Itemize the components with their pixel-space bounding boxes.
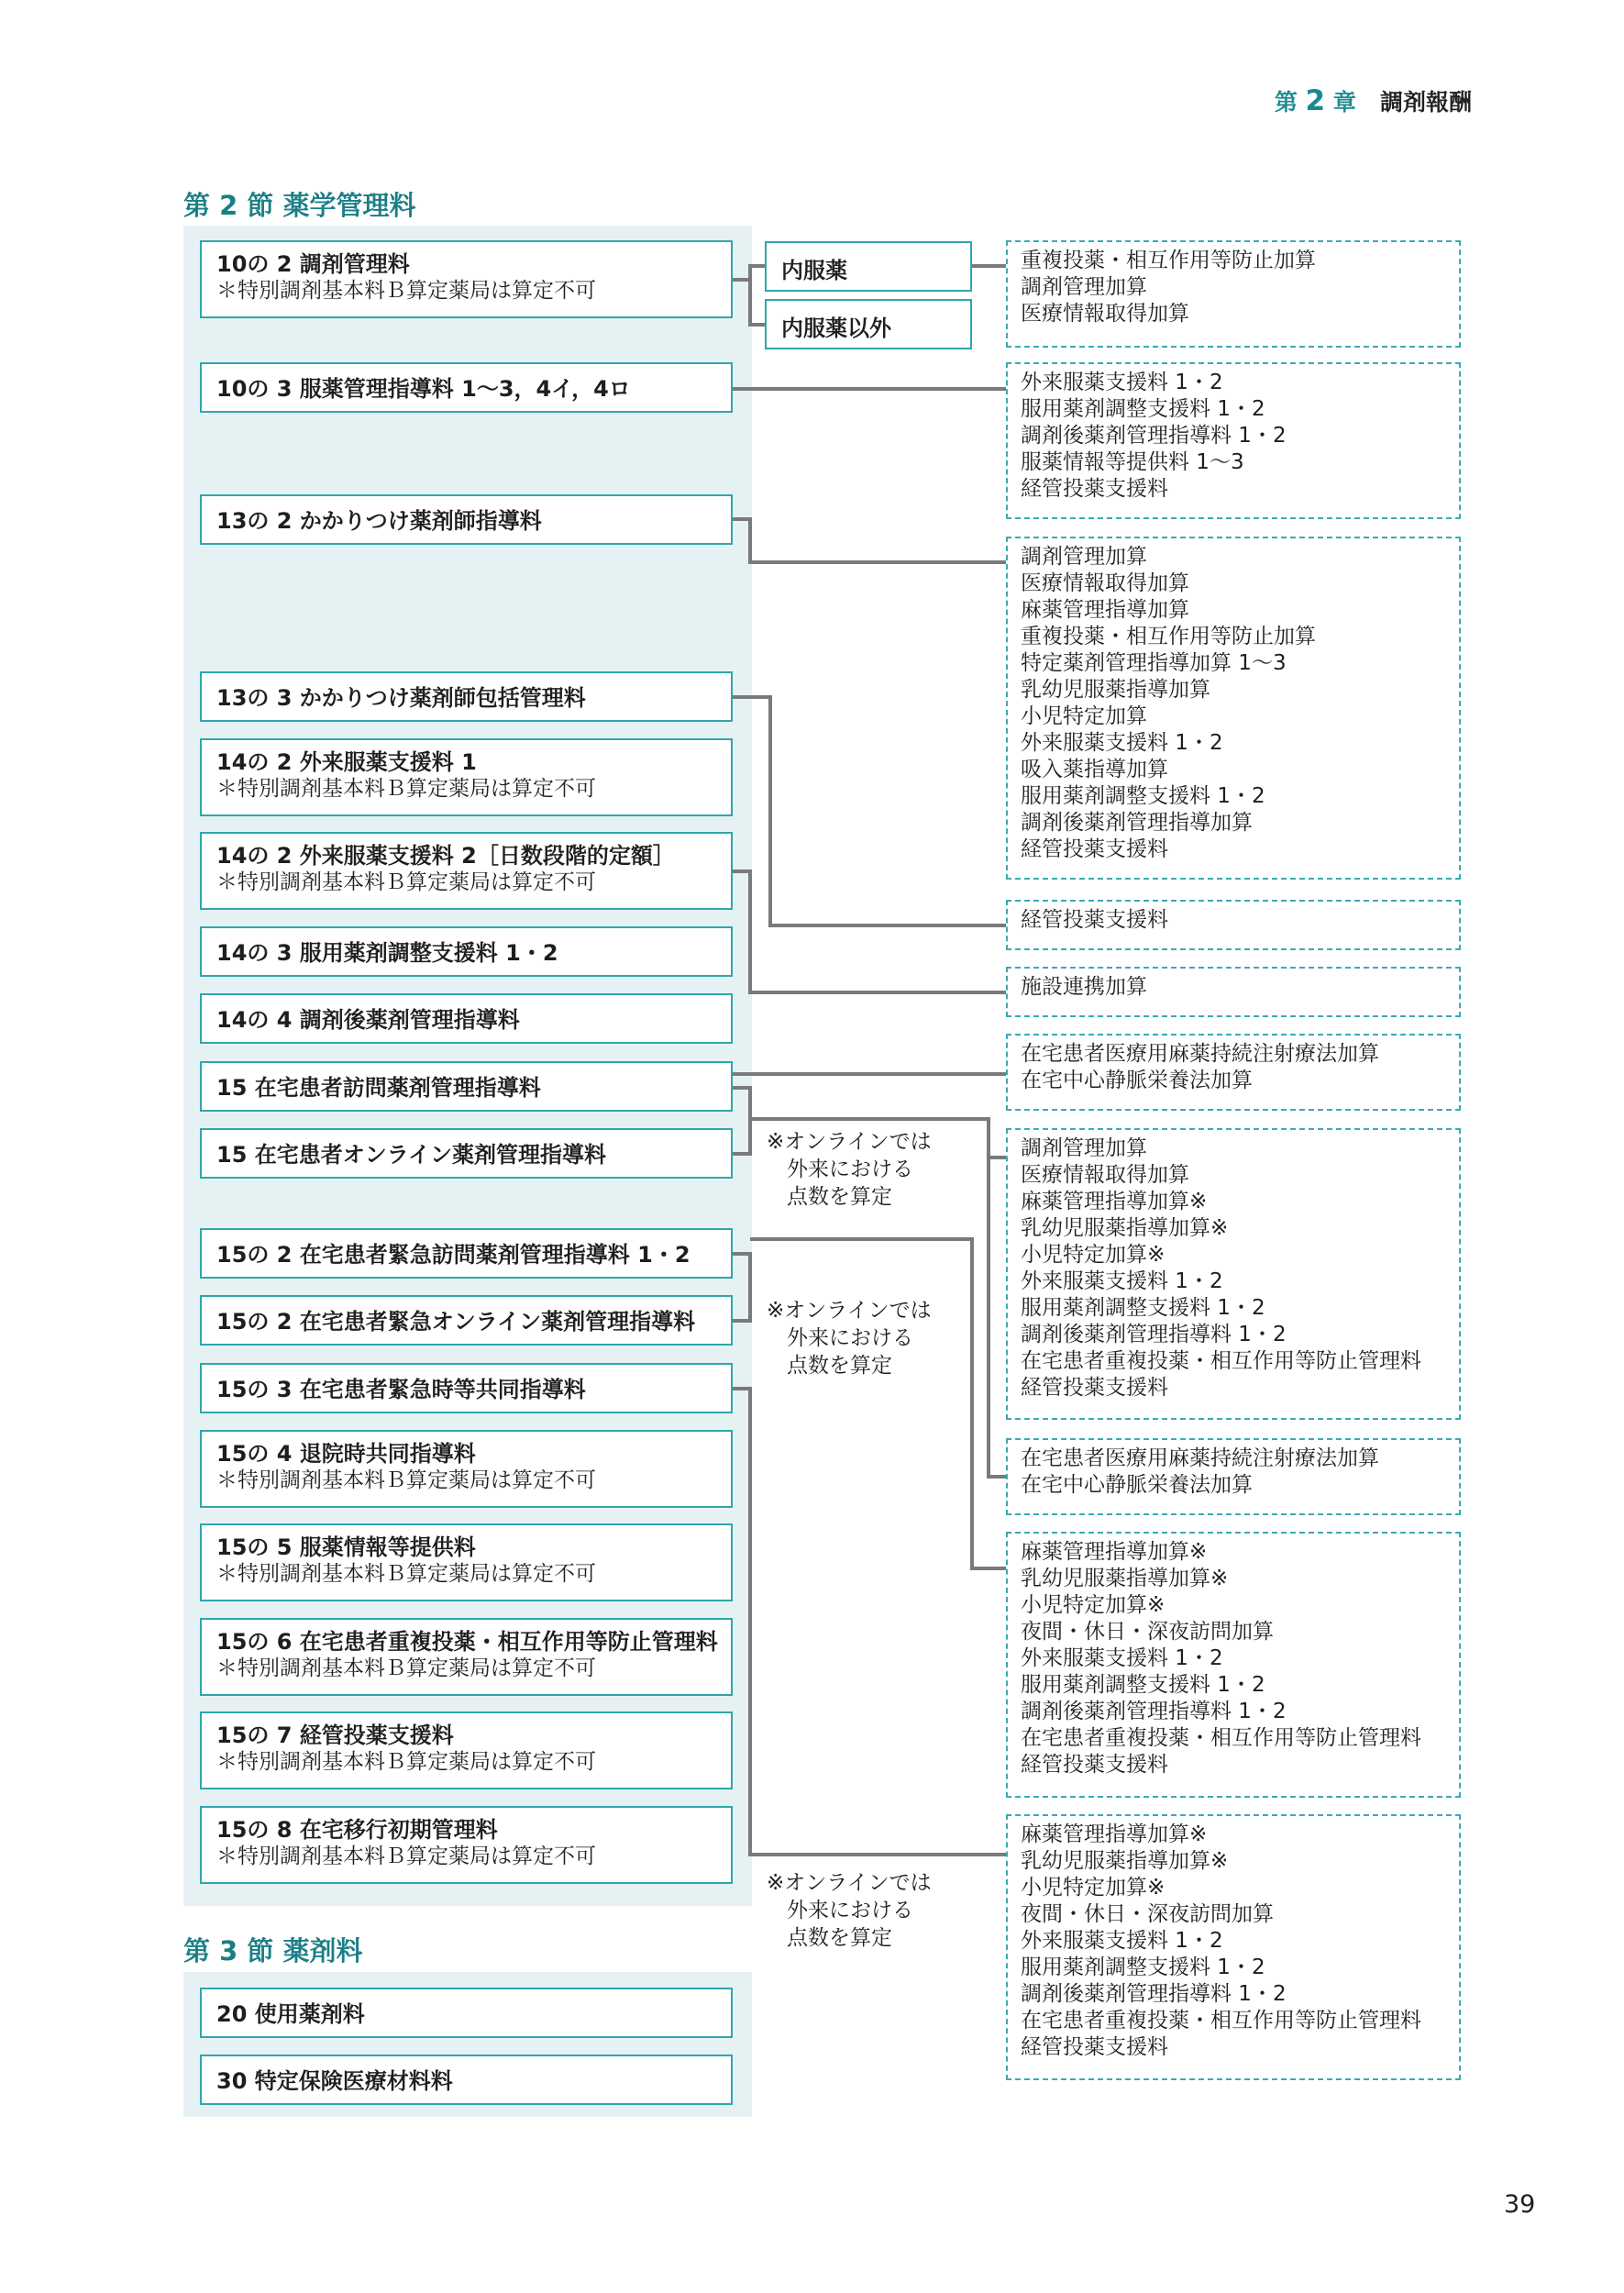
right-item: 乳幼児服薬指導加算※ [1021,1216,1229,1240]
left-item-note: ＊特別調剤基本料Ｂ算定薬局は算定不可 [216,1468,596,1492]
left-item[interactable] [200,926,733,977]
left-item[interactable] [200,1618,733,1696]
left-item[interactable] [200,1430,733,1508]
section-title-2: 第 2 節 薬学管理料 [183,190,416,221]
right-item: 小児特定加算※ [1021,1593,1166,1617]
section3-item[interactable] [200,2055,733,2105]
right-item: 服用薬剤調整支援料 1・2 [1021,1673,1265,1697]
left-item[interactable] [200,1523,733,1601]
right-item: 調剤後薬剤管理指導料 1・2 [1021,1700,1287,1723]
right-group [1006,1034,1461,1111]
right-item: 乳幼児服薬指導加算 [1021,678,1210,702]
right-group [1006,1128,1461,1420]
connector-15-2-a [733,1254,750,1321]
right-item: 調剤後薬剤管理指導料 1・2 [1021,424,1287,448]
connector-13-3 [733,697,1006,925]
right-item: 外来服薬支援料 1・2 [1021,1646,1223,1670]
right-group [1006,1438,1461,1515]
online-note-line: 外来における [787,1899,913,1922]
right-item: 在宅患者重複投薬・相互作用等防止管理料 [1021,1349,1421,1373]
right-item: 服薬情報等提供料 1～3 [1021,450,1244,474]
right-item: 外来服薬支援料 1・2 [1021,1269,1223,1293]
right-group [1006,1532,1461,1798]
online-note-line: 点数を算定 [787,1926,892,1950]
left-item[interactable] [200,240,733,318]
connector-15-d [989,1158,1006,1477]
left-item-title: 14の 2 外来服薬支援料 1 [216,749,477,775]
left-item[interactable] [200,1806,733,1884]
left-item[interactable] [200,832,733,910]
chapter-prefix: 第 [1274,89,1298,116]
left-item-title: 10の 2 調剤管理料 [216,251,410,277]
right-item: 在宅中心静脈栄養法加算 [1021,1473,1253,1497]
right-item: 医療情報取得加算 [1021,1163,1189,1187]
connector-group [733,266,1006,1855]
online-note-line: ※オンラインでは [767,1130,932,1154]
right-item: 在宅患者重複投薬・相互作用等防止管理料 [1021,2009,1421,2033]
right-item: 調剤後薬剤管理指導料 1・2 [1021,1323,1287,1346]
section3-item[interactable] [200,1988,733,2038]
right-item: 麻薬管理指導加算※ [1021,1190,1208,1213]
left-item-note: ＊特別調剤基本料Ｂ算定薬局は算定不可 [216,1844,596,1868]
right-item: 経管投薬支援料 [1021,837,1168,861]
left-item[interactable] [200,1128,733,1179]
right-item: 特定薬剤管理指導加算 1～3 [1021,651,1287,675]
connector-14-2 [733,871,1006,992]
online-note-line: 外来における [787,1158,913,1181]
left-item-title: 15の 2 在宅患者緊急訪問薬剤管理指導料 1・2 [216,1242,690,1268]
mid-item-oral[interactable]: 内服薬 [765,241,972,292]
right-item: 調剤管理加算 [1021,275,1147,299]
connector-15-2-b [750,1239,1006,1568]
connector-13-2 [733,519,1006,562]
right-item: 服用薬剤調整支援料 1・2 [1021,1955,1265,1979]
right-item: 外来服薬支援料 1・2 [1021,731,1223,755]
left-item-title: 15 在宅患者オンライン薬剤管理指導料 [216,1142,607,1168]
left-item-title: 15の 4 退院時共同指導料 [216,1441,476,1467]
left-item[interactable] [200,1295,733,1346]
right-item: 医療情報取得加算 [1021,302,1189,326]
left-item-title: 15の 8 在宅移行初期管理料 [216,1817,498,1843]
right-item: 服用薬剤調整支援料 1・2 [1021,784,1265,808]
left-item-note: ＊特別調剤基本料Ｂ算定薬局は算定不可 [216,279,596,303]
right-item: 麻薬管理指導加算 [1021,598,1189,622]
online-note [767,1297,932,1379]
left-item-title: 15の 2 在宅患者緊急オンライン薬剤管理指導料 [216,1309,696,1335]
left-item-title: 13の 3 かかりつけ薬剤師包括管理料 [216,685,586,711]
left-item-title: 10の 3 服薬管理指導料 1～3，4イ，4ロ [216,376,631,402]
left-item[interactable] [200,993,733,1044]
right-group [1006,240,1461,348]
right-item: 経管投薬支援料 [1021,477,1168,501]
right-item: 経管投薬支援料 [1021,2035,1168,2059]
online-note-line: ※オンラインでは [767,1871,932,1895]
online-note [767,1128,932,1211]
right-item: 服用薬剤調整支援料 1・2 [1021,397,1265,421]
online-note-line: 点数を算定 [787,1185,892,1209]
left-item-note: ＊特別調剤基本料Ｂ算定薬局は算定不可 [216,870,596,894]
right-item: 経管投薬支援料 [1021,1376,1168,1400]
section3-item-title: 30 特定保険医療材料料 [216,2068,453,2094]
right-group [1006,967,1461,1017]
right-item: 重複投薬・相互作用等防止加算 [1021,625,1316,648]
left-item[interactable] [200,1363,733,1413]
right-item: 小児特定加算※ [1021,1243,1166,1267]
right-group [1006,362,1461,519]
right-item: 調剤後薬剤管理指導料 1・2 [1021,1982,1287,2006]
right-item: 小児特定加算※ [1021,1876,1166,1900]
chapter-title: 調剤報酬 [1379,89,1472,116]
left-item-title: 15 在宅患者訪問薬剤管理指導料 [216,1075,541,1101]
right-item: 外来服薬支援料 1・2 [1021,1929,1223,1953]
right-item: 在宅患者重複投薬・相互作用等防止管理料 [1021,1726,1421,1750]
right-item: 麻薬管理指導加算※ [1021,1822,1208,1846]
right-item: 乳幼児服薬指導加算※ [1021,1849,1229,1873]
left-item[interactable] [200,494,733,545]
connector-15-3 [733,1389,1006,1855]
right-item: 経管投薬支援料 [1021,908,1168,932]
online-note-line: 点数を算定 [787,1354,892,1378]
left-item-note: ＊特別調剤基本料Ｂ算定薬局は算定不可 [216,1656,596,1680]
right-item: 麻薬管理指導加算※ [1021,1540,1208,1564]
left-item[interactable] [200,1711,733,1789]
left-item-title: 14の 3 服用薬剤調整支援料 1・2 [216,940,558,966]
left-item[interactable] [200,1228,733,1279]
online-note-line: ※オンラインでは [767,1299,932,1323]
right-item: 夜間・休日・深夜訪問加算 [1021,1902,1274,1926]
right-item: 在宅患者医療用麻薬持続注射療法加算 [1021,1042,1379,1066]
right-item: 小児特定加算 [1021,704,1147,728]
right-item: 医療情報取得加算 [1021,571,1189,595]
section-title-3: 第 3 節 薬剤料 [183,1935,363,1966]
left-item-note: ＊特別調剤基本料Ｂ算定薬局は算定不可 [216,1750,596,1774]
left-item[interactable] [200,738,733,816]
chapter-number: 2 [1305,84,1326,117]
left-item-title: 15の 7 経管投薬支援料 [216,1723,454,1748]
right-item: 施設連携加算 [1021,975,1147,999]
left-item[interactable] [200,671,733,722]
right-item: 外来服薬支援料 1・2 [1021,371,1223,394]
left-item-title: 14の 2 外来服薬支援料 2［日数段階的定額］ [216,843,675,869]
right-item: 経管投薬支援料 [1021,1753,1168,1777]
left-item[interactable] [200,362,733,413]
right-item: 乳幼児服薬指導加算※ [1021,1567,1229,1590]
page-number: 39 [1504,2190,1536,2219]
right-group [1006,1814,1461,2080]
chapter-suffix: 章 [1332,89,1356,116]
right-item: 調剤管理加算 [1021,1136,1147,1160]
right-item: 調剤後薬剤管理指導加算 [1021,811,1253,835]
left-item-note: ＊特別調剤基本料Ｂ算定薬局は算定不可 [216,1562,596,1586]
right-item: 在宅中心静脈栄養法加算 [1021,1069,1253,1092]
online-note [767,1869,932,1952]
online-note-line: 外来における [787,1326,913,1350]
right-item: 重複投薬・相互作用等防止加算 [1021,249,1316,272]
right-item: 調剤管理加算 [1021,545,1147,569]
mid-item-non-oral[interactable]: 内服薬以外 [765,299,972,349]
left-item-title: 13の 2 かかりつけ薬剤師指導料 [216,508,542,534]
left-item-title: 14の 4 調剤後薬剤管理指導料 [216,1007,520,1033]
left-item-title: 15の 6 在宅患者重複投薬・相互作用等防止管理料 [216,1629,718,1655]
left-item[interactable] [200,1061,733,1112]
right-item: 在宅患者医療用麻薬持続注射療法加算 [1021,1446,1379,1470]
right-item: 服用薬剤調整支援料 1・2 [1021,1296,1265,1320]
left-item-title: 15の 3 在宅患者緊急時等共同指導料 [216,1377,586,1402]
section3-item-title: 20 使用薬剤料 [216,2001,365,2027]
left-item-title: 15の 5 服薬情報等提供料 [216,1534,476,1560]
right-item: 夜間・休日・深夜訪問加算 [1021,1620,1274,1644]
left-item-note: ＊特別調剤基本料Ｂ算定薬局は算定不可 [216,777,596,801]
right-item: 吸入薬指導加算 [1021,758,1168,781]
connector-15-b [733,1088,750,1154]
right-group [1006,537,1461,880]
connector-10-2 [733,266,765,325]
right-group [1006,900,1461,950]
